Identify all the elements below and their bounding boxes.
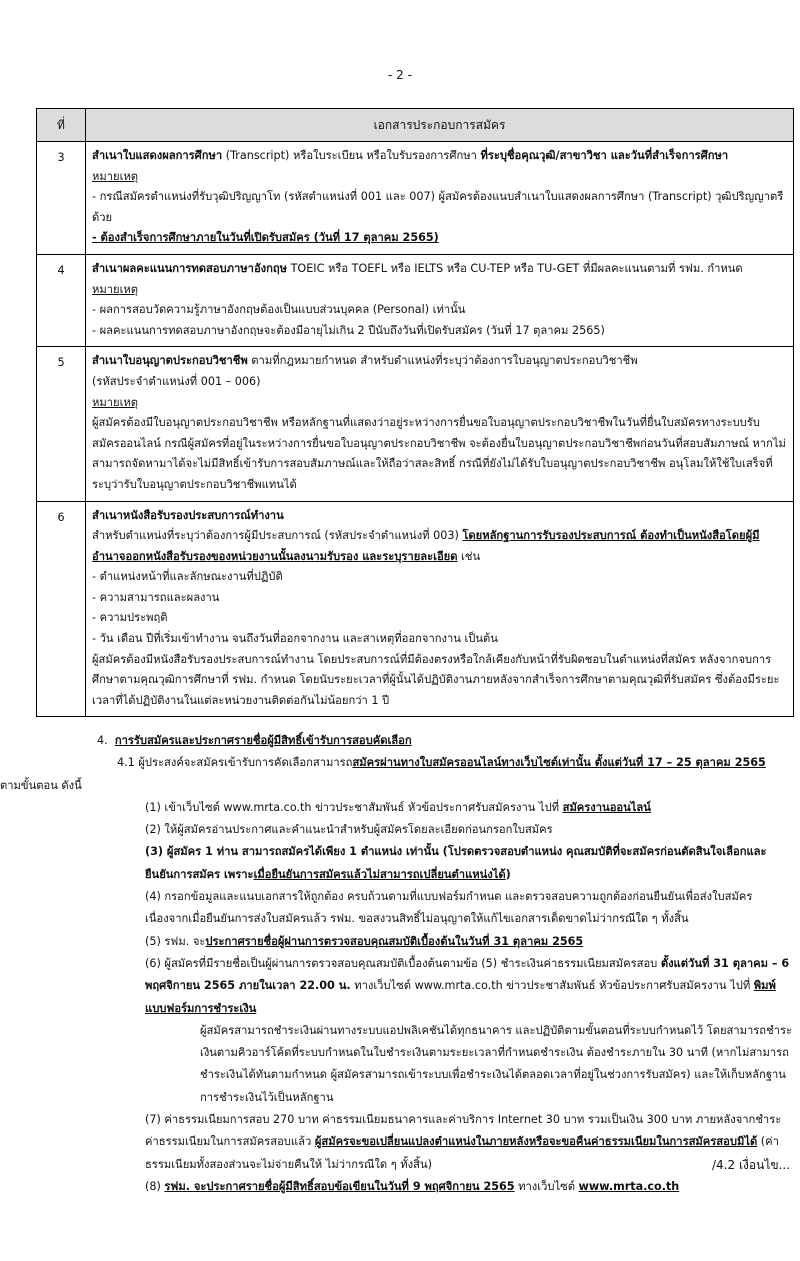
step-7-text2: (ค่าธรรมเนียมทั้งสองส่วนจะไม่จ่ายคืนให้ ไม่ว่ากรณีใด ๆ ทั้งสิ้น) bbox=[145, 1135, 779, 1171]
row-subtitle: (รหัสประจำตำแหน่งที่ 001 – 006) bbox=[92, 374, 261, 388]
row-title: สำเนาหนังสือรับรองประสบการณ์ทำงาน bbox=[92, 508, 284, 522]
header-no: ที่ bbox=[37, 109, 86, 142]
note-label: หมายเหตุ bbox=[92, 282, 139, 296]
step-3 bbox=[0, 841, 800, 886]
step-3-underline: เมื่อยืนยันการสมัครแล้วไม่สามารถเปลี่ยนตำแหน่งได้ bbox=[253, 867, 506, 881]
header-documents: เอกสารประกอบการสมัคร bbox=[86, 109, 794, 142]
row-content bbox=[86, 142, 794, 255]
step-2: (2) ให้ผู้สมัครอ่านประกาศและคำแนะนำสำหรับผู้สมัครโดยละเอียดก่อนกรอกใบสมัคร bbox=[145, 823, 553, 837]
step-6-bold: ตั้งแต่วันที่ 31 ตุลาคม – 6 พฤศจิกายน 2565 ภายในเวลา 22.00 น. bbox=[145, 956, 790, 993]
payment-paragraph: ผู้สมัครสามารถชำระเงินผ่านทางระบบแอปพลิเคชันได้ทุกธนาคาร และปฏิบัติตามขั้นตอนที่ระบบกำหนดไว้ โดยสามารถชำระเงินตามคิวอาร์โค้ดที่ระบบกำหนดในใบชำระเงินตามระยะเวลาที่กำหนดชำระเงิน ต้องชำระภายใน 30 นาที (หากไม่สามารถชำระเงินได้ทันตามกำหนด ผู้สมัครสามารถเข้าระบบเพื่อชำระเงินได้ตลอดเวลาที่อยู่ในช่วงการรับสมัคร) และให้เก็บหลักฐานการชำระเงินไว้เป็นหลักฐาน bbox=[200, 1023, 792, 1104]
table-row bbox=[37, 347, 794, 501]
step-8-text2: ทางเว็บไซต์ bbox=[514, 1179, 579, 1193]
step-1 bbox=[0, 797, 800, 819]
step-7-text: (7) ค่าธรรมเนียมการสอบ 270 บาท ค่าธรรมเนียมธนาคารและค่าบริการ Internet 30 บาท รวมเป็นเงิน 300 บาท ภายหลังจากชำระค่าธรรมเนียมในการสมัครสอบแล้ว bbox=[145, 1113, 782, 1149]
step-5 bbox=[0, 931, 800, 953]
step-8-text: (8) bbox=[145, 1179, 165, 1193]
step-5-bold: ประกาศรายชื่อผู้ผ่านการตรวจสอบคุณสมบัติเบื้องต้นในวันที่ 31 ตุลาคม 2565 bbox=[205, 934, 584, 948]
step-7 bbox=[0, 1109, 800, 1176]
note-paragraph: ผู้สมัครต้องมีหนังสือรับรองประสบการณ์ทำงาน โดยประสบการณ์ที่มีต้องตรงหรือใกล้เคียงกับหน้าที่รับผิดชอบในตำแหน่งที่สมัคร หลังจากจบการศึกษาตามคุณวุฒิการศึกษาที่ รฟม. กำหนด โดยนับระยะเวลาที่ผู้นั้นได้ปฏิบัติงานภายหลังจากสำเร็จการศึกษาตามคุณวุฒิที่รับสมัคร ซึ่งต้องมีระยะเวลาที่ได้ปฏิบัติงานในแต่ละหน่วยงานติดต่อกันไม่น้อยกว่า 1 ปี bbox=[92, 652, 780, 707]
note-label: หมายเหตุ bbox=[92, 395, 139, 409]
list-item: - ตำแหน่งหน้าที่และลักษณะงานที่ปฏิบัติ bbox=[92, 570, 283, 584]
row-title-bold2: ที่ระบุชื่อคุณวุฒิ/สาขาวิชา และวันที่สำเร็จการศึกษา bbox=[480, 149, 729, 162]
step-6 bbox=[0, 953, 800, 1020]
p41-text: 4.1 ผู้ประสงค์จะสมัครเข้ารับการคัดเลือกสามารถ bbox=[117, 756, 353, 770]
heading-text: การรับสมัครและประกาศรายชื่อผู้มีสิทธิ์เข้ารับการสอบคัดเลือก bbox=[114, 734, 412, 747]
step-6-text2: ทางเว็บไซต์ www.mrta.co.th ข่าวประชาสัมพันธ์ หัวข้อประกาศรับสมัครงาน ไปที่ bbox=[350, 979, 754, 993]
table-row bbox=[37, 142, 794, 255]
step-5-text: (5) รฟม. จะ bbox=[145, 934, 206, 948]
row-title-rest: (Transcript) หรือใบระเบียน หรือใบรับรองการศึกษา bbox=[222, 149, 481, 162]
note-paragraph: ผู้สมัครต้องมีใบอนุญาตประกอบวิชาชีพ หรือหลักฐานที่แสดงว่าอยู่ระหว่างการยื่นขอใบอนุญาตประกอบวิชาชีพในวันที่ยื่นใบสมัครทางระบบรับสมัครออนไลน์ กรณีผู้สมัครที่อยู่ในระหว่างการยื่นขอใบอนุญาตประกอบวิชาชีพ จะต้องยื่นใบอนุญาตประกอบวิชาชีพก่อนวันที่สอบสัมภาษณ์ หากไม่สามารถจัดหามาได้จะไม่มีสิทธิ์เข้ารับการสอบสัมภาษณ์และให้ถือว่าสละสิทธิ์ กรณีที่ยังไม่ได้รับใบอนุญาตประกอบวิชาชีพ อนุโลมให้ใช้ใบเสร็จที่ระบุว่ารับใบอนุญาตประกอบวิชาชีพแทนได้ bbox=[92, 416, 786, 491]
row-title: สำเนาผลคะแนนการทดสอบภาษาอังกฤษ bbox=[92, 261, 288, 275]
row-intro-end: เช่น bbox=[457, 549, 481, 563]
row-intro: สำหรับตำแหน่งที่ระบุว่าต้องการผู้มีประสบการณ์ (รหัสประจำตำแหน่งที่ 003) bbox=[92, 529, 463, 543]
section-heading bbox=[0, 730, 800, 752]
website-link[interactable]: www.mrta.co.th bbox=[578, 1179, 680, 1193]
step-7-bold: ผู้สมัครจะขอเปลี่ยนแปลงตำแหน่งในภายหลังหรือจะขอคืนค่าธรรมเนียมในการสมัครสอบมิได้ bbox=[314, 1135, 758, 1149]
row-title: สำเนาใบอนุญาตประกอบวิชาชีพ bbox=[92, 354, 248, 368]
step-8-bold: รฟม. จะประกาศรายชื่อผู้มีสิทธิ์สอบข้อเขียนในวันที่ 9 พฤศจิกายน 2565 bbox=[164, 1179, 515, 1193]
next-page-marker: /4.2 เงื่อนไข... bbox=[712, 1158, 790, 1172]
step-1-text: (1) เข้าเว็บไซต์ www.mrta.co.th ข่าวประชาสัมพันธ์ หัวข้อประกาศรับสมัครงาน ไปที่ bbox=[145, 800, 563, 814]
step-4: (4) กรอกข้อมูลและแนบเอกสารให้ถูกต้อง ครบถ้วนตามที่แบบฟอร์มกำหนด และตรวจสอบความถูกต้องก่อนยืนยันเพื่อส่งใบสมัคร เนื่องจากเมื่อยืนยันการส่งใบสมัครแล้ว รฟม. ขอสงวนสิทธิ์ไม่อนุญาตให้แก้ไขเอกสารเด็ดขาดไม่ว่ากรณีใด ๆ ทั้งสิ้น bbox=[145, 890, 753, 926]
paragraph-4-1 bbox=[0, 752, 800, 774]
row-title-rest: TOEIC หรือ TOEFL หรือ IELTS หรือ CU-TEP หรือ TU-GET ที่มีผลคะแนนตามที่ รฟม. กำหนด bbox=[287, 261, 743, 275]
list-item: - ความประพฤติ bbox=[92, 611, 168, 625]
note-line: - ผลการสอบวัดความรู้ภาษาอังกฤษต้องเป็นแบบส่วนบุคคล (Personal) เท่านั้น bbox=[92, 303, 466, 317]
note-line-bold: - ต้องสำเร็จการศึกษาภายในวันที่เปิดรับสมัคร (วันที่ 17 ตุลาคม 2565) bbox=[92, 231, 439, 245]
row-intro-bold: โดยหลักฐานการรับรองประสบการณ์ ต้องทำเป็นหนังสือโดยผู้มีอำนาจออกหนังสือรับรองของหน่วยงานนั้นลงนามรับรอง และระบุรายละเอียด bbox=[92, 529, 760, 563]
section-4 bbox=[0, 730, 800, 1198]
list-item: - วัน เดือน ปีที่เริ่มเข้าทำงาน จนถึงวันที่ออกจากงาน และสาเหตุที่ออกจากงาน เป็นต้น bbox=[92, 632, 498, 646]
payment-form-link[interactable]: พิมพ์แบบฟอร์มการชำระเงิน bbox=[145, 979, 776, 1015]
p41-bold: สมัครผ่านทางใบสมัครออนไลน์ทางเว็บไซต์เท่านั้น ตั้งแต่วันที่ 17 – 25 ตุลาคม 2565 bbox=[352, 756, 766, 770]
row-number: 6 bbox=[37, 501, 86, 717]
step-6-text: (6) ผู้สมัครที่มีรายชื่อเป็นผู้ผ่านการตรวจสอบคุณสมบัติเบื้องต้นตามข้อ (5) ชำระเงินค่าธรรมเนียมสมัครสอบ bbox=[145, 956, 661, 970]
note-line: - กรณีสมัครตำแหน่งที่รับวุฒิปริญญาโท (รหัสตำแหน่งที่ 001 และ 007) ผู้สมัครต้องแนบสำเนาใบแสดงผลการศึกษา (Transcript) วุฒิปริญญาตรีด้วย bbox=[92, 190, 784, 224]
row-number: 5 bbox=[37, 347, 86, 501]
row-number: 3 bbox=[37, 142, 86, 255]
step-3-end: ) bbox=[505, 867, 511, 881]
row-title: สำเนาใบแสดงผลการศึกษา bbox=[92, 149, 223, 162]
paragraph-4-1-cont: ตามขั้นตอน ดังนี้ bbox=[0, 778, 82, 792]
list-item: - ความสามารถและผลงาน bbox=[92, 590, 220, 604]
documents-table bbox=[36, 108, 794, 717]
online-application-link[interactable]: สมัครงานออนไลน์ bbox=[562, 800, 651, 814]
table-row bbox=[37, 501, 794, 717]
note-line: - ผลคะแนนการทดสอบภาษาอังกฤษจะต้องมีอายุไม่เกิน 2 ปีนับถึงวันที่เปิดรับสมัคร (วันที่ 17 ตุลาคม 2565) bbox=[92, 323, 605, 337]
step-8 bbox=[0, 1176, 800, 1198]
step-3-text: (3) ผู้สมัคร 1 ท่าน สามารถสมัครได้เพียง 1 ตำแหน่ง เท่านั้น (โปรดตรวจสอบตำแหน่ง คุณสมบัติที่จะสมัครก่อนตัดสินใจเลือกและยืนยันการสมัคร เพราะ bbox=[145, 845, 767, 881]
row-content bbox=[86, 347, 794, 501]
page-number: - 2 - bbox=[388, 68, 412, 82]
heading-number: 4. bbox=[97, 734, 108, 747]
table-row bbox=[37, 254, 794, 346]
row-number: 4 bbox=[37, 254, 86, 346]
row-content bbox=[86, 501, 794, 717]
note-label: หมายเหตุ bbox=[92, 169, 139, 183]
row-content bbox=[86, 254, 794, 346]
row-title-rest: ตามที่กฎหมายกำหนด สำหรับตำแหน่งที่ระบุว่าต้องการใบอนุญาตประกอบวิชาชีพ bbox=[247, 354, 638, 368]
